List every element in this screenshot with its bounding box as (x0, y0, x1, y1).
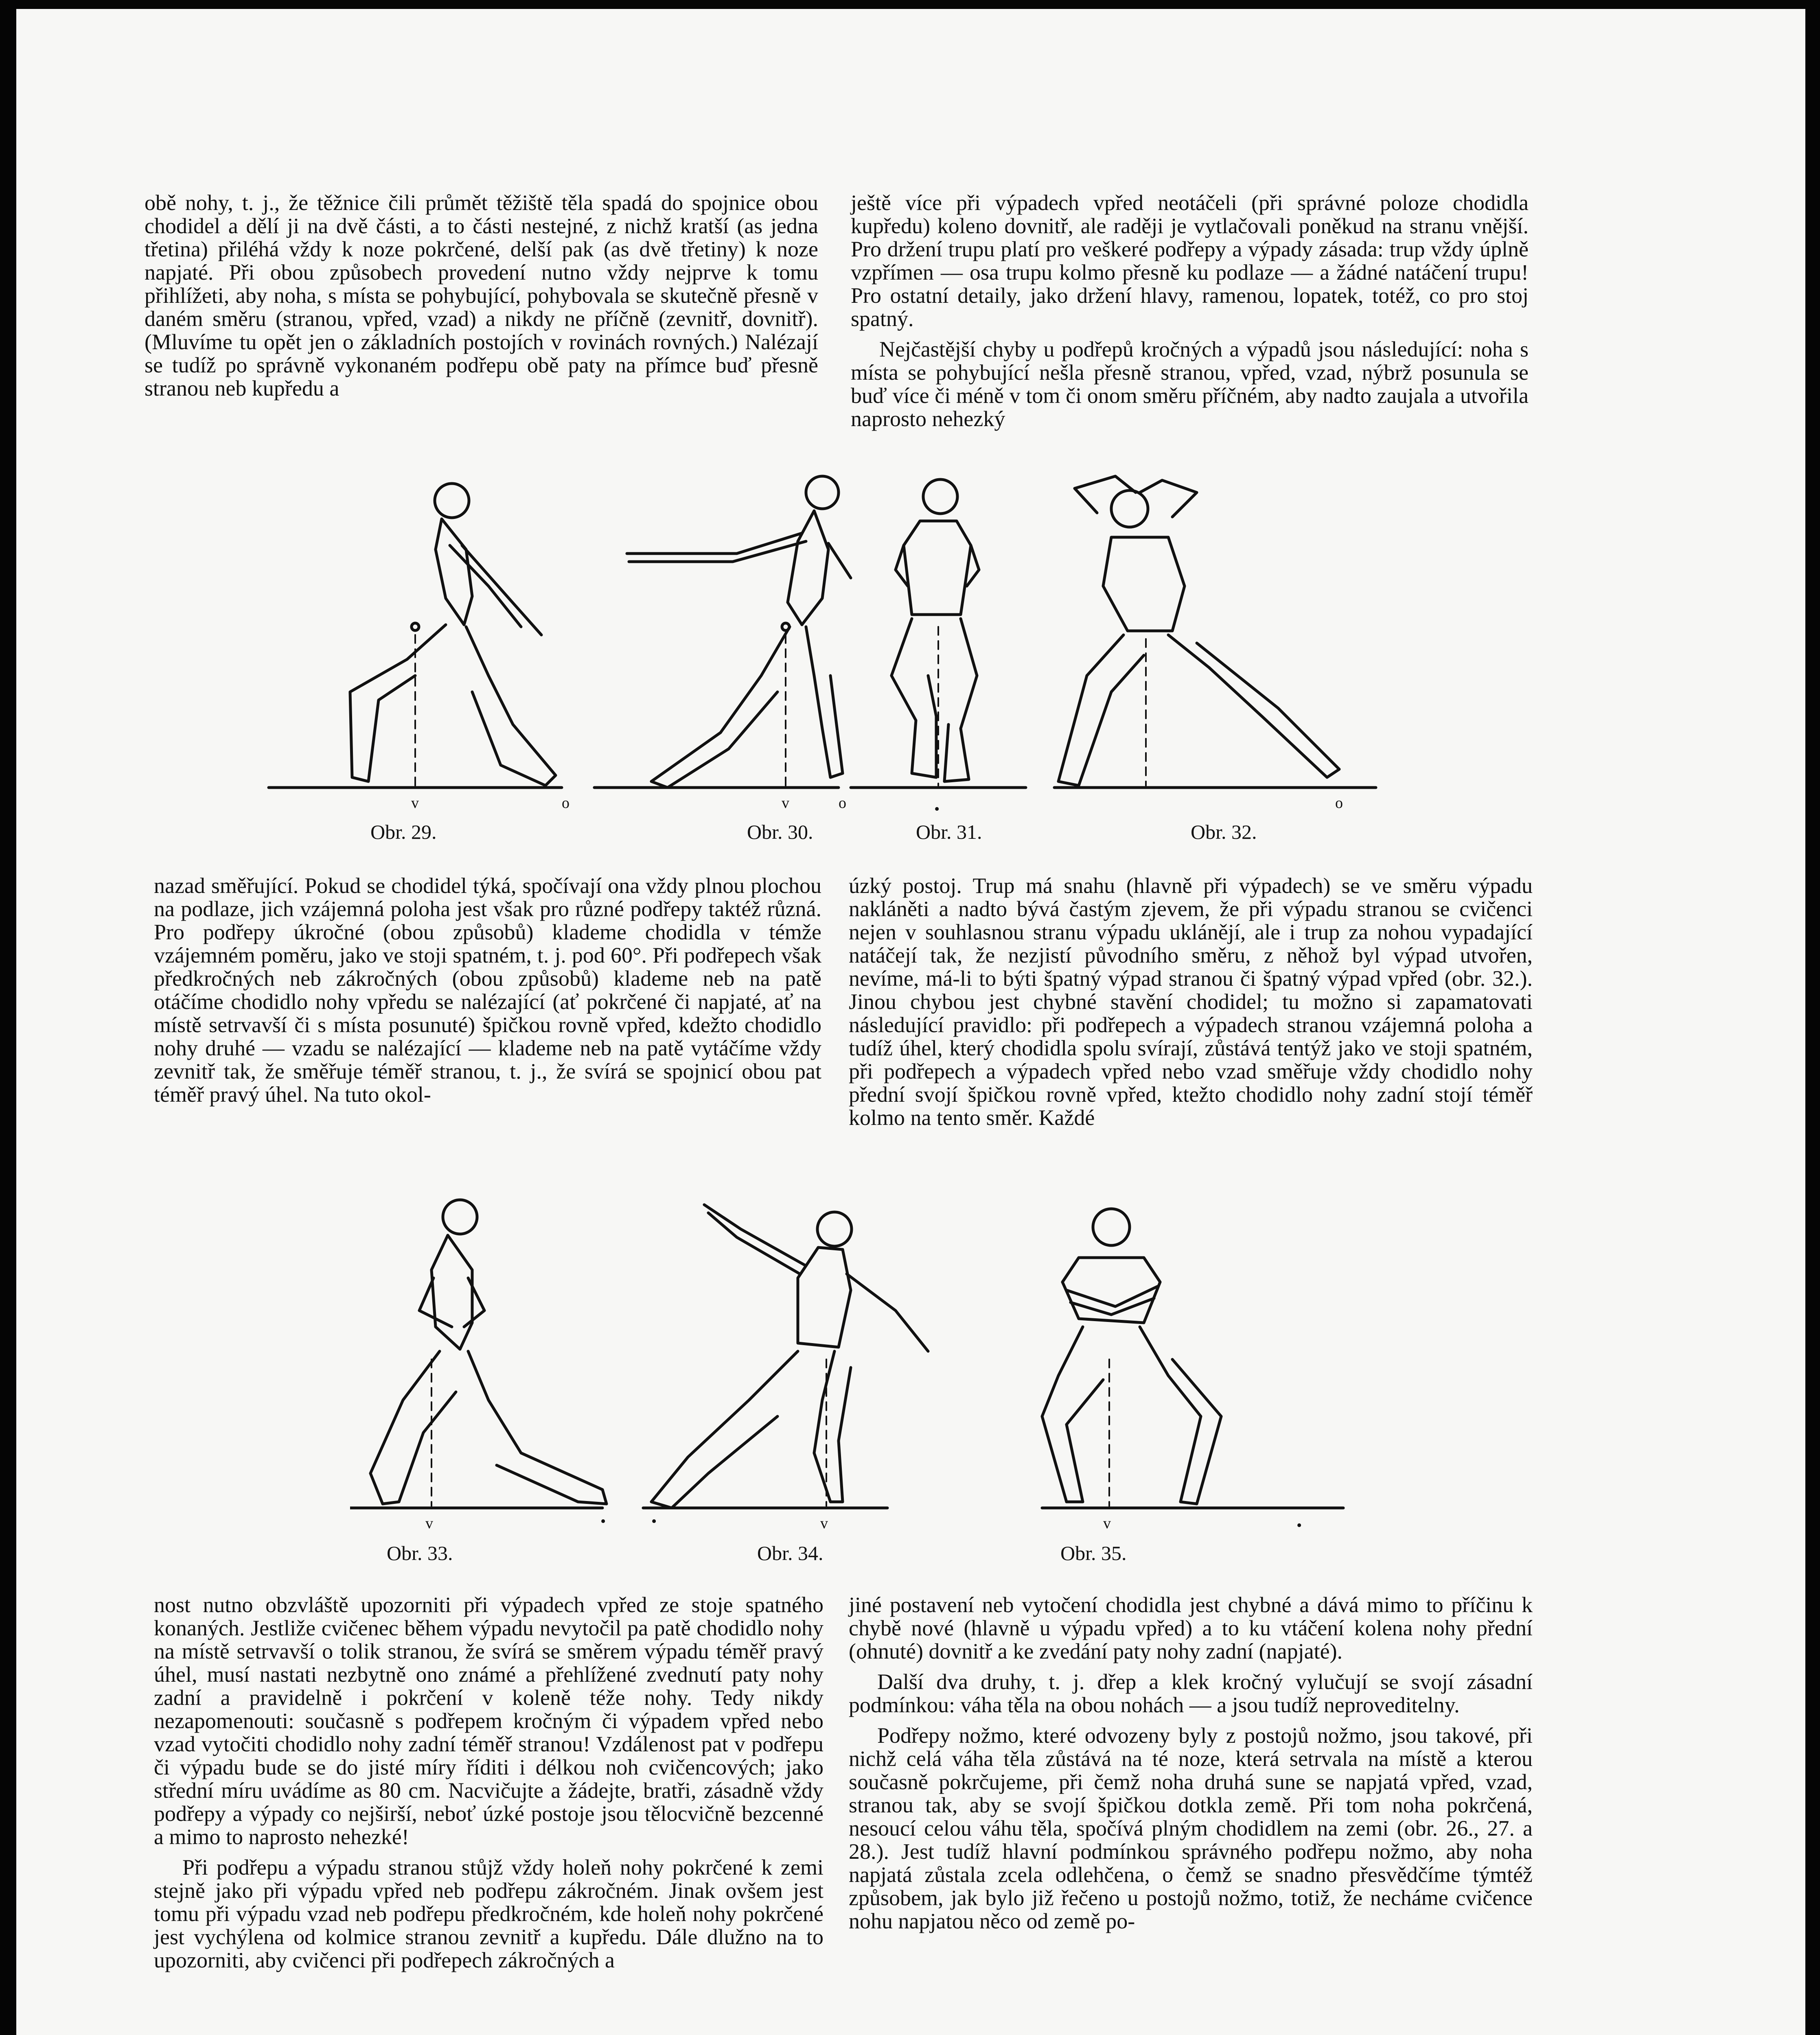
figure-35-drawing (1042, 1209, 1343, 1508)
scan-border-right (1805, 0, 1820, 2035)
paragraph: Nejčastější chyby u podřepů kročných a výpadů jsou následující: noha s místa se pohybující nešla přesně stranou, vpřed, vzad, nýbrž posunula se buď více či méně v tom či onom směru příčném, aby nadto zaujala a utvořila naprosto nehezký (851, 337, 1529, 431)
plumb-marker-33: v (425, 1515, 433, 1532)
heel-circle-30: o (839, 794, 846, 812)
paragraph: nost nutno obzvláště upozorniti při výpadech vpřed ze stoje spatného konaných. Jestliže cvičenec během výpadu nevytočil pa patě chodidlo nohy na místě setrvavší o tolik stranou, že svírá se směrem výpadu téměř pravý úhel, musí nastati nezbytně ono známé a přehlížené zvednutí paty nohy zadní a pravidelně i pokrčení v koleně téže nohy. Tedy nikdy nezapomenouti: současně s podřepem kročným či výpadem vpřed nebo vzad vytočiti chodidlo nohy zadní téměř stranou! Vzdálenost pat v podřepu či výpadu bude se do jisté míry říditi i délkou noh cvičencových; jako střední míru uvádíme as 80 cm. Nacvičujte a žádejte, bratři, zásadně vždy podřepy a výpady co nejširší, neboť úzké postoje jsou tělocvičně bezcenné a mimo to naprosto nehezké! (154, 1593, 823, 1849)
figure-caption-31: Obr. 31. (916, 821, 982, 843)
figure-34-drawing (643, 1205, 928, 1508)
plumb-marker-30: v (782, 794, 789, 812)
plumb-marker-29: v (411, 794, 419, 812)
paragraph: jiné postavení neb vytočení chodidla jest chybné a dává mimo to příčinu k chybě nové (hlavně u výpadu vpřed) a to ku vtáčení kolena nohy přední (ohnuté) dovnitř a ke zvedání paty nohy zadní (napjaté). (849, 1593, 1533, 1663)
figure-row-bottom (350, 1188, 1360, 1575)
text-column-right-top (851, 191, 1529, 438)
heel-circle-32: o (1335, 794, 1343, 812)
figure-caption-34: Obr. 34. (757, 1542, 823, 1565)
text-column-right-bottom (849, 1593, 1533, 1940)
figure-caption-35: Obr. 35. (1060, 1542, 1127, 1565)
figure-caption-33: Obr. 33. (387, 1542, 453, 1565)
heel-dot-34: • (651, 1513, 657, 1530)
paragraph: úzký postoj. Trup má snahu (hlavně při výpadech) se ve směru výpadu nakláněti a nadto bývá častým zjevem, že při výpadu stranou se cvičenci nejen v souhlasnou stranu výpadu uklánějí, ale i trup za nohou vypadající natáčejí tak, že nezjistí původního směru, z něhož byl výpad utvořen, nevíme, má-li to býti špatný výpad stranou či špatný výpad vpřed (obr. 32.). Jinou chybou jest chybné stavění chodidel; tu možno si zapamatovati následující pravidlo: při podřepech a výpadech stranou vzájemná poloha a tudíž úhel, který chodidla spolu svírají, zůstává tentýž jako ve stoji spatném, při podřepech a výpadech vpřed nebo vzad směřuje vždy chodidlo nohy přední svojí špičkou rovně vpřed, ktežto chodidlo nohy zadní stojí téměř kolmo na tento směr. Každé (849, 873, 1533, 1130)
paragraph: Při podřepu a výpadu stranou stůjž vždy holeň nohy pokrčené k zemi stejně jako při výpadu vpřed neb podřepu zákročném. Jinak ovšem jest tomu při výpadu vzad neb podřepu předkročném, kde holeň nohy pokrčené jest vychýlena od kolmice stranou zevnitř a kupředu. Dále dlužno na to upozorniti, aby cvičenci při podřepech zákročných a (154, 1855, 823, 1972)
text-column-left-top (145, 191, 818, 407)
text-column-left-bottom (154, 1593, 823, 1979)
scan-border-left (0, 0, 16, 2035)
scan-border-top (0, 0, 1820, 9)
figure-row-top (261, 464, 1384, 855)
plumb-marker-34: v (820, 1515, 828, 1532)
figure-row-top-drawing (261, 464, 1384, 855)
heel-dot-35: • (1297, 1517, 1302, 1534)
paragraph: ještě více při výpadech vpřed neotáčeli (při správné poloze chodidla kupředu) koleno dovnitř, ale raději je vytlačovali poněkud na stranu vnější. Pro držení trupu platí pro veškeré podřepy a výpady zásada: trup vždy úplně vzpřímen — osa trupu kolmo přesně ku podlaze — a žádné natáčení trupu! Pro ostatní detaily, jako držení hlavy, ramenou, lopatek, totéž, co pro stoj spatný. (851, 190, 1529, 331)
heel-circle-29: o (562, 794, 569, 812)
figure-30-drawing (594, 476, 851, 788)
text-column-right-middle (849, 874, 1533, 1137)
figure-caption-30: Obr. 30. (747, 821, 813, 843)
paragraph: obě nohy, t. j., že těžnice čili průmět těžiště těla spadá do spojnice obou chodidel a dělí ji na dvě části, a to části nestejné, z nichž kratší (as jedna třetina) přiléhá vždy k noze pokrčené, delší pak (as dvě třetiny) k noze napjaté. Při obou způsobech provedení nutno vždy nejprve k tomu přihlížeti, aby noha, s místa se pohybující, pohybovala se skutečně přesně v daném směru (stranou, vpřed, vzad) a nikdy ne příčně (zevnitř, dovnitř). (Mluvíme tu opět jen o základních postojích v rovinách rovných.) Nalézají se tudíž po správně vykonaném podřepu obě paty na přímce buď přesně stranou neb kupředu a (145, 190, 818, 400)
paragraph: nazad směřující. Pokud se chodidel týká, spočívají ona vždy plnou plochou na podlaze, jich vzájemná poloha jest však pro různé podřepy taktéž různá. Pro podřepy úkročné (obou způsobů) klademe chodidla v témže vzájemném poměru, jako ve stoji spatném, t. j. pod 60°. Při podřepech však předkročných neb zákročných (obou způsobů) klademe neb na patě otáčíme chodidlo nohy vpředu se nalézající (ať pokrčené či napjaté, ať na místě setrvavší či s místa posunuté) špičkou rovně vpřed, kdežto chodidlo nohy druhé — vzadu se nalézající — klademe neb na patě vytáčíme vždy zevnitř tak, že směřuje téměř stranou, t. j., že svírá se spojnicí obou pat téměř pravý úhel. Na tuto okol- (154, 873, 821, 1107)
figure-31-drawing (851, 479, 1026, 788)
figure-32-drawing (1054, 476, 1376, 788)
figure-29-drawing (269, 484, 562, 788)
paragraph: Podřepy nožmo, které odvozeny byly z postojů nožmo, jsou takové, při nichž celá váha těla zůstává na té noze, která setrvala na místě a kterou současně pokrčujeme, při čemž noha druhá sune se napjatá vpřed, vzad, stranou tak, aby se svojí špičkou dotkla země. Při tom noha pokrčená, nesoucí celou váhu těla, spočívá plným chodidlem na zemi (obr. 26., 27. a 28.). Jest tudíž hlavní podmínkou správného podřepu nožmo, aby noha napjatá zůstala zcela odlehčena, o čemž se snadno přesvědčíme týmtéž způsobem, jak bylo již řečeno u postojů nožmo, totiž, že necháme cvičence nohu napjatou něco od země po- (849, 1723, 1533, 1933)
figure-33-drawing (350, 1200, 607, 1508)
paragraph: Další dva druhy, t. j. dřep a klek kročný vylučují se svojí zásadní podmínkou: váha těla na obou nohách — a jsou tudíž neproveditelny. (849, 1670, 1533, 1717)
text-column-left-middle (154, 874, 821, 1114)
figure-row-bottom-drawing (350, 1188, 1360, 1575)
figure-caption-32: Obr. 32. (1191, 821, 1257, 843)
heel-dot-33: • (600, 1513, 606, 1530)
heel-dot-31: • (934, 801, 940, 818)
plumb-marker-35: v (1103, 1515, 1111, 1532)
figure-caption-29: Obr. 29. (370, 821, 437, 843)
